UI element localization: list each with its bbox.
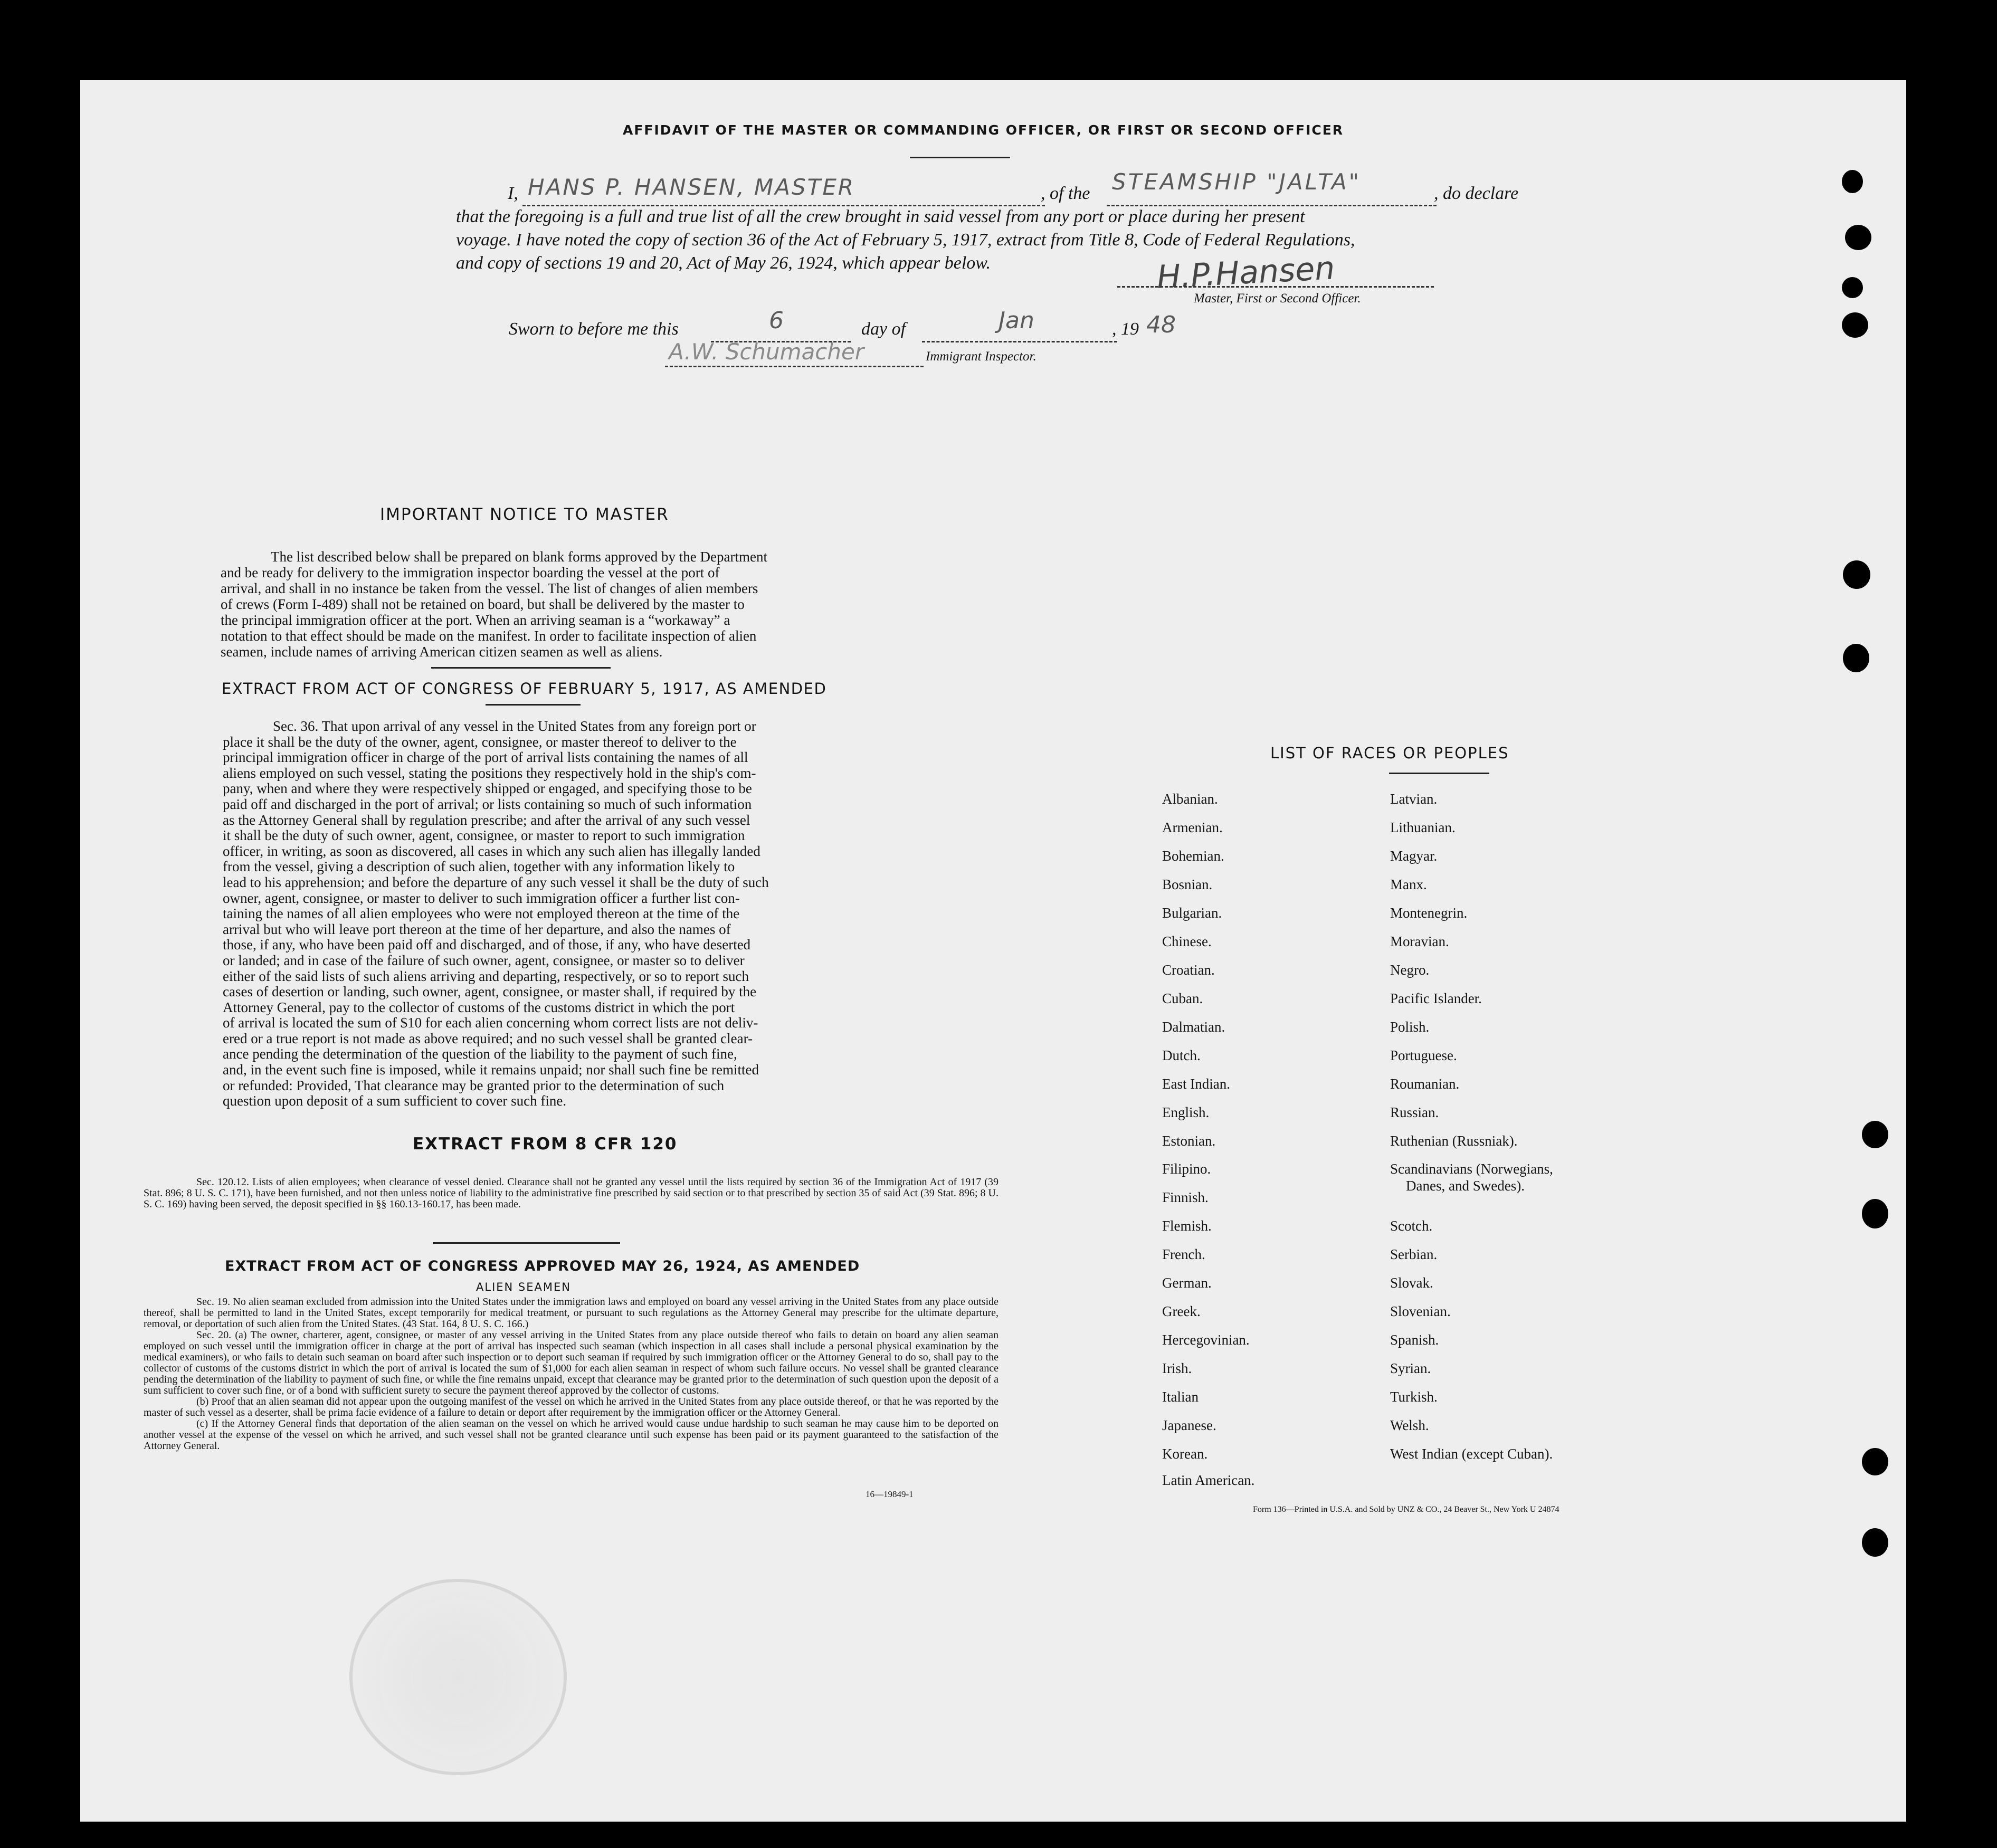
extract-1917-line: question upon deposit of a sum sufficient to cover such fine. [223,1093,567,1109]
year-handwritten: 48 [1146,311,1176,338]
affidavit-line-3: voyage. I have noted the copy of section 36 of the Act of February 5, 1917, extract from Title 8, Code of Federal Regulations, [456,230,1355,250]
race-item: Armenian. [1162,820,1223,835]
race-item: Greek. [1162,1303,1201,1319]
extract-1917-line: those, if any, who have been paid off and discharged, and of those, if any, who have deserted [223,937,751,953]
year-prefix: , 19 [1112,319,1139,339]
race-item: Filipino. [1162,1161,1211,1177]
extract-1924-paragraph: (b) Proof that an alien seaman did not appear upon the outgoing manifest of the vessel on which he arrived in the United States from any place outside thereof, or that he was reported by the master of such vessel as a deserter, shall be prima facie evidence of a failure to detain or deport after requirement by the immigration officer or the Attorney General. [144,1396,998,1418]
race-item: Dutch. [1162,1047,1201,1063]
day-of-text: day of [861,319,906,339]
race-item: Pacific Islander. [1390,990,1482,1006]
extract-1917-body [223,719,919,1109]
extract-1917-line: Sec. 36. That upon arrival of any vessel in the United States from any foreign port or [273,718,756,734]
sworn-text: Sworn to before me this [509,319,679,339]
extract-1917-line: it shall be the duty of such owner, agent, consignee, or master to report to such immigration [223,827,745,844]
extract-1917-line: cases of desertion or landing, such owner, agent, consignee, or master shall, if required by the [223,984,757,1000]
extract-1917-line: officer, in writing, as soon as discovered, all cases in which any such alien has illegally landed [223,843,760,859]
race-item: Bulgarian. [1162,905,1222,921]
race-item: Magyar. [1390,848,1438,864]
extract-1917-line: owner, agent, consignee, or master to deliver to such immigration officer a further list con- [223,890,740,906]
master-name-handwritten: HANS P. HANSEN, MASTER [528,174,855,200]
vessel-handwritten: STEAMSHIP "JALTA" [1112,169,1361,195]
extract-1917-line: lead to his apprehension; and before the departure of any such vessel it shall be the duty of such [223,874,769,890]
extract-1917-line: pany, when and where they were respectively shipped or engaged, and specifying those to be [223,780,752,797]
race-item: West Indian (except Cuban). [1390,1446,1553,1462]
race-item: Korean. [1162,1446,1208,1462]
punch-hole [1862,1199,1888,1228]
affidavit-line-2: that the foregoing is a full and true list of all the crew brought in said vessel from any port or place during her present [456,207,1305,226]
signer-caption-text: Master, First or Second Officer. [1194,291,1361,306]
race-item: Cuban. [1162,990,1203,1006]
extract-1917-line: from the vessel, giving a description of such alien, together with any information likely to [223,859,735,875]
race-item: Albanian. [1162,791,1218,807]
punch-hole [1842,170,1863,193]
title-rule [910,157,1010,158]
signature-line [1117,281,1434,288]
punch-hole [1843,644,1869,672]
punch-hole [1862,1448,1888,1475]
notice-title: IMPORTANT NOTICE TO MASTER [380,505,669,524]
race-item: Estonian. [1162,1133,1216,1149]
extract-1924-title: EXTRACT FROM ACT OF CONGRESS APPROVED MAY 26, 1924, AS AMENDED [225,1258,860,1274]
affidavit-do-declare: , do declare [1434,184,1519,203]
race-item: Serbian. [1390,1246,1438,1262]
race-item: Hercegovinian. [1162,1332,1250,1348]
affidavit-of-the: , of the [1041,184,1090,203]
cfr-text: Sec. 120.12. Lists of alien employees; when clearance of vessel denied. Clearance shall not be granted any vessel until the lists required by section 36 of the Immigration Act of 1917 (39 Stat. 896; 8 U. S. C. 171), have been furnished, and not then unless notice of liability to the administrative fine prescribed by said section or to that prescribed by section 35 of said Act (39 Stat. 896; 8 U. S. C. 169) having been served, the deposit specified in §§ 160.13-160.17, has been made. [144,1176,998,1210]
extract-1917-line: ered or a true report is not made as above required; and no such vessel shall be granted clear- [223,1030,753,1046]
extract-1917-line: paid off and discharged in the port of arrival; or lists containing so much of such information [223,796,752,812]
extract-1917-line: either of the said lists of such aliens arriving and departing, respectively, or so to report such [223,968,749,984]
punch-hole [1862,1121,1888,1148]
race-item: French. [1162,1246,1205,1262]
day-handwritten: 6 [769,307,784,334]
race-item: Slovak. [1390,1275,1433,1291]
race-item: Scandinavians (Norwegians, [1390,1161,1553,1177]
race-item: Bohemian. [1162,848,1224,864]
race-item: Flemish. [1162,1218,1212,1234]
race-item: Bosnian. [1162,877,1213,892]
extract-1917-line: or landed; and in case of the failure of such owner, agent, consignee, or master so to deliver [223,952,745,968]
race-item: Japanese. [1162,1417,1216,1433]
extract-1917-line: taining the names of all alien employees who were not employed thereon at the time of the [223,906,740,922]
extract-1917-line: place it shall be the duty of the owner, agent, consignee, or master thereof to deliver to the [223,734,737,750]
extract-1917-rule [486,704,581,706]
race-item: Italian [1162,1389,1199,1405]
notice-line: notation to that effect should be made on the manifest. In order to facilitate inspection of alien [221,628,757,644]
punch-hole [1862,1528,1888,1557]
races-rule [1389,773,1489,774]
race-item: Lithuanian. [1390,820,1456,835]
inspector-caption-text: Immigrant Inspector. [926,349,1036,364]
race-item: Negro. [1390,962,1430,978]
punch-hole [1843,560,1870,589]
affidavit-line-4: and copy of sections 19 and 20, Act of May 26, 1924, which appear below. [456,253,991,273]
extract-1924-subtitle: ALIEN SEAMEN [476,1281,571,1293]
notice-line: of crews (Form I-489) shall not be retained on board, but shall be delivered by the master to [221,596,745,612]
extract-1917-line: and, in the event such fine is imposed, while it remains unpaid; nor shall such fine be remitted [223,1062,759,1078]
race-item: Roumanian. [1390,1076,1460,1092]
race-item: Welsh. [1390,1417,1429,1433]
extract-1917-line: principal immigration officer in charge of the port of arrival lists containing the names of all [223,749,748,766]
race-item: Latvian. [1390,791,1438,807]
race-item: Chinese. [1162,933,1212,949]
inspector-caption [926,349,1036,364]
race-item: Dalmatian. [1162,1019,1225,1035]
signer-caption [1194,291,1361,306]
race-item: English. [1162,1104,1210,1120]
extract-1917-line: aliens employed on such vessel, stating the positions they respectively hold in the ship's com- [223,765,756,781]
race-item: Ruthenian (Russniak). [1390,1133,1518,1149]
notice-line: and be ready for delivery to the immigration inspector boarding the vessel at the port of [221,565,720,580]
race-item: Portuguese. [1390,1047,1457,1063]
document-page [80,80,1906,1822]
notice-body [221,549,916,660]
notice-line: arrival, and shall in no instance be taken from the vessel. The list of changes of alien members [221,580,758,596]
punch-hole [1842,277,1863,298]
extract-1924-paragraph: (c) If the Attorney General finds that deportation of the alien seaman on the vessel on which he arrived would cause undue hardship to such seaman he may cause him to be deported on another vessel at the expense of the vessel on which he arrived, and such vessel shall not be granted clearance until such expense has been paid or its payment guaranteed to the satisfaction of the Attorney General. [144,1418,998,1452]
notice-line: the principal immigration officer at the port. When an arriving seaman is a “workaway” a [221,612,730,628]
extract-1924-paragraph: Sec. 20. (a) The owner, charterer, agent, consignee, or master of any vessel arriving in the United States from any place outside thereof who fails to detain on board any alien seaman employed on such vessel until the immigration officer in charge at the port of arrival has inspected such seaman (which inspection in all cases shall include a personal physical examination by the medical examiners), or who fails to detain such seaman on board after such inspection or to deport such seaman if required by such immigration officer or the Attorney General to do so, shall pay to the collector of customs of the customs district in which the port of arrival is located the sum of $1,000 for each alien seaman in respect of whom such failure occurs. No vessel shall be granted clearance pending the determination of the liability to payment of such fine, or while the fine remains unpaid, except that clearance may be granted prior to the determination of such question upon the deposit of a sum sufficient to cover such fine, or of a bond with sufficient surety to secure the payment thereof approved by the collector of customs. [144,1329,998,1396]
cfr-title: EXTRACT FROM 8 CFR 120 [413,1135,678,1154]
race-item: Syrian. [1390,1360,1431,1376]
extract-1924-paragraph: Sec. 19. No alien seaman excluded from admission into the United States under the immigration laws and employed on board any vessel arriving in the United States from any place outside thereof, shall be permitted to land in the United States, except temporarily for medical treatment, or pursuant to such regulations as the Attorney General may prescribe for the ultimate departure, removal, or deportation of such alien from the United States. (43 Stat. 164, 8 U. S. C. 166.) [144,1296,998,1330]
inspector-signature: A.W. Schumacher [669,339,864,365]
printer-footer: Form 136—Printed in U.S.A. and Sold by UNZ & CO., 24 Beaver St., New York U 24874 [1253,1505,1559,1514]
race-item: Croatian. [1162,962,1215,978]
race-item: Scotch. [1390,1218,1433,1234]
master-signature: H.P.Hansen [1156,250,1336,296]
notice-rule [431,667,611,669]
month-handwritten: Jan [998,307,1034,334]
extract-1917-line: as the Attorney General shall by regulation prescribe; and after the arrival of any such vessel [223,812,750,828]
affidavit-title: AFFIDAVIT OF THE MASTER OR COMMANDING OFFICER, OR FIRST OR SECOND OFFICER [623,122,1344,138]
race-item: Russian. [1390,1104,1439,1120]
race-item: Slovenian. [1390,1303,1451,1319]
extract-1917-title: EXTRACT FROM ACT OF CONGRESS OF FEBRUARY 5, 1917, AS AMENDED [222,680,827,698]
extract-1917-line: of arrival is located the sum of $10 for each alien concerning whom correct lists are not deliv- [223,1015,758,1031]
punch-hole [1845,225,1871,250]
punch-hole [1842,312,1868,338]
races-title: LIST OF RACES OR PEOPLES [1270,744,1509,762]
race-item: Spanish. [1390,1332,1439,1348]
race-item: Manx. [1390,877,1427,892]
race-item: German. [1162,1275,1212,1291]
race-item: Moravian. [1390,933,1449,949]
cfr-rule [433,1242,620,1244]
race-item: Polish. [1390,1019,1430,1035]
affidavit-i: I, [508,184,518,203]
race-item: Latin American. [1162,1472,1255,1488]
extract-1917-line: arrival but who will leave port thereon at the time of her departure, and also the names of [223,921,731,937]
extract-1917-line: ance pending the determination of the question of the liability to the payment of such fine, [223,1046,737,1062]
extract-1917-line: or refunded: Provided, That clearance may be granted prior to the determination of such [223,1077,725,1093]
race-item: Irish. [1162,1360,1192,1376]
seal-stamp [349,1579,567,1775]
race-item: Turkish. [1390,1389,1438,1405]
race-item: Finnish. [1162,1189,1209,1205]
extract-1924-body [144,1297,998,1452]
notice-line: seamen, include names of arriving American citizen seamen as well as aliens. [221,644,663,660]
race-item: Danes, and Swedes). [1406,1178,1525,1194]
form-code: 16—19849-1 [866,1489,914,1499]
race-item: Montenegrin. [1390,905,1468,921]
notice-line: The list described below shall be prepared on blank forms approved by the Department [271,549,767,565]
extract-1917-line: Attorney General, pay to the collector of customs of the customs district in which the port [223,999,735,1015]
race-item: East Indian. [1162,1076,1230,1092]
